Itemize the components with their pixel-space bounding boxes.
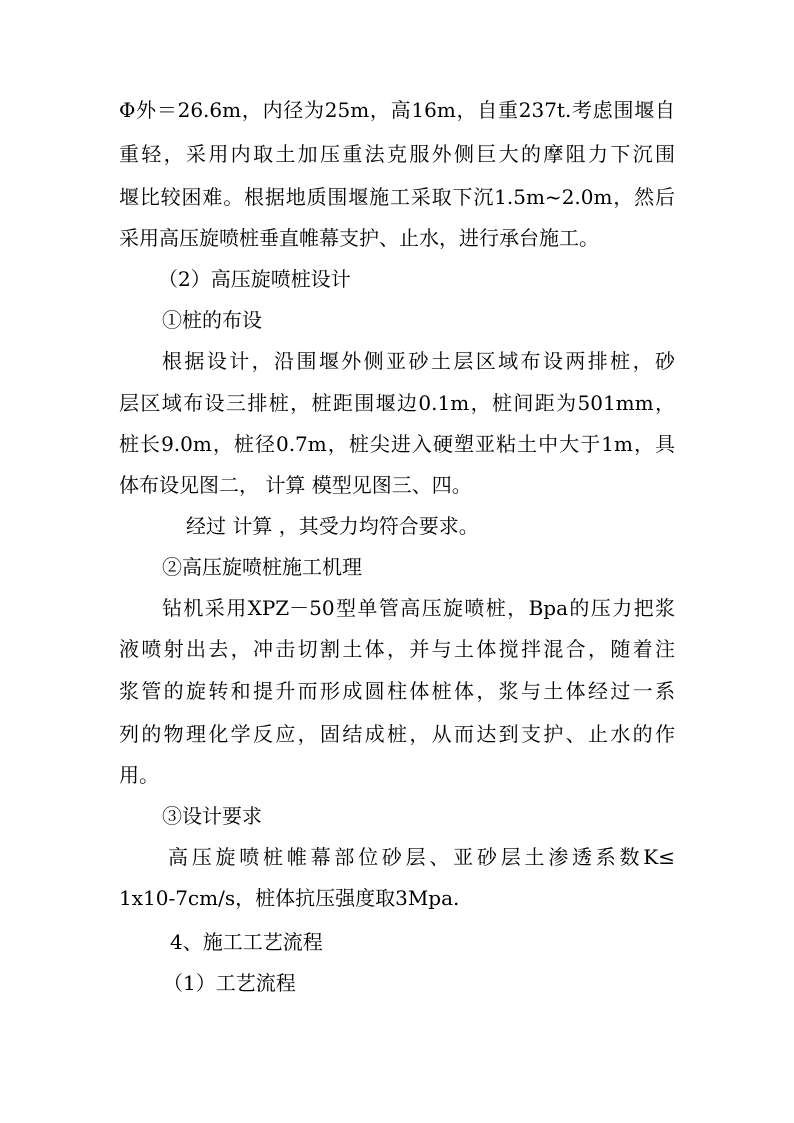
paragraph-2-line-1: 根据设计，沿围堰外侧亚砂土层区域布设两排桩，砂 (162, 349, 675, 373)
paragraph-5-line-2: 1x10-7cm/s，桩体抗压强度取3Mpa. (119, 886, 460, 910)
subheading-pile-layout: ①桩的布设 (162, 308, 262, 332)
paragraph-1-line-1: Φ外＝26.6m，内径为25m，高16m，自重237t.考虑围堰自 (119, 98, 675, 122)
paragraph-4-line-5: 用。 (119, 763, 159, 787)
paragraph-2-line-2: 层区域布设三排桩，桩距围堰边0.1m，桩间距为501mm， (119, 391, 675, 415)
paragraph-4-line-3: 浆管的旋转和提升而形成圆柱体桩体，浆与土体经过一系 (119, 679, 675, 703)
paragraph-5-line-1: 高压旋喷桩帷幕部位砂层、亚砂层土渗透系数K≤ (168, 845, 675, 869)
paragraph-2-line-3: 桩长9.0m，桩径0.7m，桩尖进入硬塑亚粘土中大于1m，具 (119, 432, 675, 456)
paragraph-1-line-3: 堰比较困难。根据地质围堰施工采取下沉1.5m~2.0m，然后 (119, 185, 675, 209)
subheading-design-requirements: ③设计要求 (162, 804, 262, 828)
subheading-mechanism: ②高压旋喷桩施工机理 (162, 555, 362, 579)
paragraph-1-line-4: 采用高压旋喷桩垂直帷幕支护、止水，进行承台施工。 (119, 226, 599, 250)
paragraph-3: 经过 计算 ，其受力均符合要求。 (186, 514, 479, 538)
paragraph-4-line-2: 液喷射出去，冲击切割土体，并与土体搅拌混合，随着注 (119, 637, 675, 661)
section-heading-2: （2）高压旋喷桩设计 (158, 267, 351, 291)
section-heading-4-1: （1）工艺流程 (163, 971, 296, 995)
paragraph-1-line-2: 重轻，采用内取土加压重法克服外侧巨大的摩阻力下沉围 (119, 142, 675, 166)
paragraph-2-line-4: 体布设见图二， 计算 模型见图三、四。 (119, 473, 472, 497)
section-heading-4: 4、施工工艺流程 (170, 930, 323, 954)
paragraph-4-line-1: 钻机采用XPZ－50型单管高压旋喷桩，Bpa的压力把浆 (162, 596, 675, 620)
paragraph-4-line-4: 列的物理化学反应，固结成桩，从而达到支护、止水的作 (119, 722, 675, 746)
